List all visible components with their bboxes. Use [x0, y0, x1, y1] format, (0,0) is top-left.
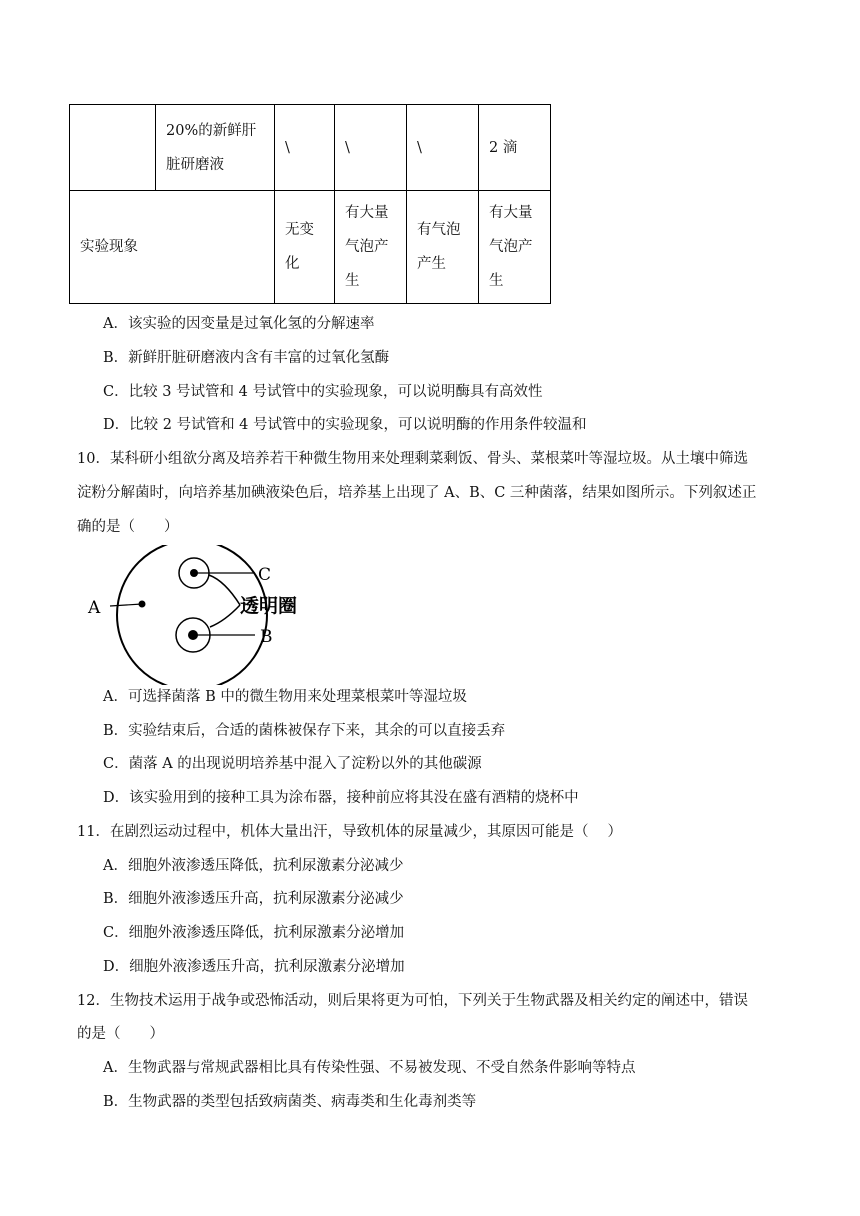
table-cell: 2 滴	[479, 105, 551, 191]
q12-option-b: B．生物武器的类型包括致病菌类、病毒类和生化毒剂类等	[103, 1094, 477, 1110]
table-cell	[479, 191, 551, 304]
q10-stem-line3: 确的是（ ）	[77, 519, 179, 535]
q9-option-c: C．比较 3 号试管和 4 号试管中的实验现象，可以说明酶具有高效性	[103, 384, 543, 400]
label-c: C	[258, 565, 272, 585]
q12-option-a: A．生物武器与常规武器相比具有传染性强、不易被发现、不受自然条件影响等特点	[103, 1060, 636, 1076]
row1-label-line2: 脏研磨液	[166, 156, 224, 173]
table-cell: \	[335, 105, 407, 191]
q10-option-d: D．该实验用到的接种工具为涂布器，接种前应将其没在盛有酒精的烧杯中	[103, 790, 579, 806]
experiment-table	[69, 104, 551, 304]
cell-line: 生	[345, 273, 360, 289]
table-cell-label	[156, 105, 275, 191]
cell-line: 有大量	[489, 205, 533, 221]
cell-line: 气泡产	[345, 239, 389, 255]
q11-option-d: D．细胞外液渗透压升高，抗利尿激素分泌增加	[103, 959, 405, 975]
q11-option-c: C．细胞外液渗透压降低，抗利尿激素分泌增加	[103, 925, 405, 941]
q10-stem-line2: 淀粉分解菌时，向培养基加碘液染色后，培养基上出现了 A、B、C 三种菌落，结果如图所示。下列叙述正	[77, 485, 757, 501]
table-cell-label: 实验现象	[70, 191, 275, 304]
table-row	[70, 191, 551, 304]
q9-option-a: A．该实验的因变量是过氧化氢的分解速率	[103, 316, 375, 332]
halo-pointer	[209, 575, 240, 627]
table-row	[70, 105, 551, 191]
table-cell: \	[407, 105, 479, 191]
q9-option-b: B．新鲜肝脏研磨液内含有丰富的过氧化氢酶	[103, 350, 390, 366]
cell-line: 化	[285, 256, 300, 272]
q10-stem-line1: 10．某科研小组欲分离及培养若干种微生物用来处理剩菜剩饭、骨头、菜根菜叶等湿垃圾。从土壤中筛选	[77, 451, 748, 467]
label-halo: 透明圈	[240, 595, 298, 617]
q12-stem-line2: 的是（ ）	[77, 1026, 164, 1042]
cell-line: 生	[489, 273, 504, 289]
q10-option-a: A．可选择菌落 B 中的微生物用来处理菜根菜叶等湿垃圾	[103, 689, 467, 705]
q11-option-a: A．细胞外液渗透压降低，抗利尿激素分泌减少	[103, 858, 404, 874]
q10-option-b: B．实验结束后，合适的菌株被保存下来，其余的可以直接丢弃	[103, 723, 506, 739]
cell-line: 产生	[417, 256, 446, 272]
q9-option-d: D．比较 2 号试管和 4 号试管中的实验现象，可以说明酶的作用条件较温和	[103, 417, 587, 433]
cell-line: 无变	[285, 222, 314, 238]
q10-option-c: C．菌落 A 的出现说明培养基中混入了淀粉以外的其他碳源	[103, 756, 482, 772]
cell-line: 有大量	[345, 205, 389, 221]
label-a: A	[88, 598, 101, 618]
cell-line: 有气泡	[417, 222, 461, 238]
table-cell	[407, 191, 479, 304]
cell-line: 气泡产	[489, 239, 533, 255]
table-cell-empty	[70, 105, 156, 191]
table-cell	[275, 191, 335, 304]
q11-option-b: B．细胞外液渗透压升高，抗利尿激素分泌减少	[103, 891, 404, 907]
table-cell: \	[275, 105, 335, 191]
q11-stem: 11．在剧烈运动过程中，机体大量出汗，导致机体的尿量减少，其原因可能是（ ）	[77, 824, 623, 840]
table-cell	[335, 191, 407, 304]
row1-label-line1: 20%的新鲜肝	[166, 122, 257, 139]
q12-stem-line1: 12．生物技术运用于战争或恐怖活动，则后果将更为可怕，下列关于生物武器及相关约定的阐述中，错误	[77, 993, 748, 1009]
label-b: B	[260, 627, 273, 647]
colony-figure	[80, 545, 330, 685]
pointer-a	[110, 604, 142, 606]
